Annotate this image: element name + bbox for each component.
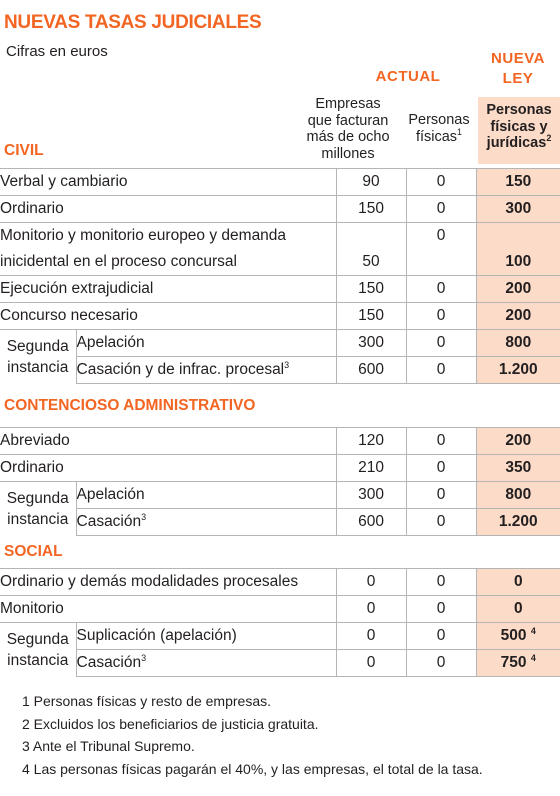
row-label: Concurso necesario [0,303,336,330]
row-label: Monitorio [0,596,336,623]
cell-personas: 0 [406,303,476,330]
cell-personas: 0 [406,482,476,509]
footnote-ref: 1 [457,126,463,137]
page-title: NUEVAS TASAS JUDICIALES [4,12,262,33]
row-label: Suplicación (apelación) [76,623,336,650]
cell-nueva: 200 [476,428,560,455]
cell-empresas: 600 [336,509,406,536]
subheader-empresas-line: millones [321,145,375,162]
footnote: 3 Ante el Tribunal Supremo. [22,738,195,754]
table-row [0,357,560,384]
cell-nueva: 1.200 [476,357,560,384]
table-row [0,303,560,330]
cell-nueva: 150 [476,169,560,196]
footnote: 2 Excluidos los beneficiarios de justicia gratuita. [22,715,319,732]
table-row [0,428,560,455]
cell-empresas: 150 [336,196,406,223]
cell-empresas: 300 [336,330,406,357]
header-nueva-line2: LEY [502,70,534,87]
table-row [0,330,560,357]
cell-empresas: 210 [336,455,406,482]
segunda-instancia-label: Segunda instancia [0,330,76,384]
cell-nueva: 350 [476,455,560,482]
cell-empresas: 90 [336,169,406,196]
row-label: Ordinario [0,455,336,482]
cell-personas: 0 [406,623,476,650]
cell-empresas: 150 [336,276,406,303]
table-row [0,223,560,250]
subheader-empresas-line: Empresas [315,96,381,112]
table-row [0,596,560,623]
footnote-ref: 2 [546,133,552,143]
cell-personas [406,249,476,276]
row-label: Casación$^3$ [76,509,336,536]
cell-empresas: 50 [336,249,406,276]
cell-nueva: 100 [476,249,560,276]
cell-personas: 0 [406,276,476,303]
table-row [0,482,560,509]
section-contencioso: CONTENCIOSO ADMINISTRATIVO [4,397,256,414]
cell-nueva: 800 [476,330,560,357]
row-label: Apelación [76,330,336,357]
cell-personas: 0 [406,455,476,482]
cell-empresas: 600 [336,357,406,384]
cell-personas: 0 [406,169,476,196]
row-label: Casación$^3$ [76,650,336,677]
row-label: Monitorio y monitorio europeo y demanda [0,223,336,250]
subheader-nueva [478,97,560,164]
cell-personas: 0 [406,569,476,596]
cell-nueva: 300 [476,196,560,223]
row-label: Ordinario [0,196,336,223]
cell-personas: 0 [406,428,476,455]
subheader-empresas [296,96,400,162]
subheader-personas-line: Personas [408,112,470,128]
row-label: Ejecución extrajudicial [0,276,336,303]
cell-nueva [476,223,560,250]
cell-personas: 0 [406,330,476,357]
cell-nueva: 500 $^4$ [476,623,560,650]
cell-empresas: 0 [336,623,406,650]
section-social: SOCIAL [4,543,63,560]
cell-empresas: 150 [336,303,406,330]
row-label: Ordinario y demás modalidades procesales [0,569,336,596]
table-row [0,276,560,303]
cell-nueva: 800 [476,482,560,509]
table-row [0,650,560,677]
segunda-instancia-label: Segunda instancia [0,482,76,536]
footnote: 1 Personas físicas y resto de empresas. [22,693,271,709]
cell-nueva: 200 [476,276,560,303]
header-nueva-line1: NUEVA [491,50,545,67]
header-actual: ACTUAL [375,68,441,85]
subheader-empresas-line: más de ocho [306,129,390,145]
cell-empresas: 120 [336,428,406,455]
cell-empresas: 300 [336,482,406,509]
cell-personas: 0 [406,650,476,677]
subheader-personas [402,112,476,145]
cell-nueva: 0 [476,596,560,623]
cell-empresas [336,223,406,250]
section-civil: CIVIL [4,142,44,159]
cell-nueva: 1.200 [476,509,560,536]
table-row [0,196,560,223]
table-row [0,623,560,650]
subtitle: Cifras en euros [6,43,108,60]
cell-personas: 0 [406,223,476,250]
table-row [0,249,560,276]
row-label: Abreviado [0,428,336,455]
row-label: Apelación [76,482,336,509]
cell-personas: 0 [406,357,476,384]
cell-nueva: 750 $^4$ [476,650,560,677]
table-row [0,569,560,596]
cell-personas: 0 [406,596,476,623]
table-social [0,568,560,677]
cell-personas: 0 [406,509,476,536]
subheader-nueva-line: jurídicas [486,135,547,151]
table-row [0,169,560,196]
cell-empresas: 0 [336,569,406,596]
table-contencioso [0,427,560,536]
footnote: 4 Las personas físicas pagarán el 40%, y las empresas, el total de la tasa. [22,760,483,777]
cell-nueva: 200 [476,303,560,330]
table-row [0,509,560,536]
subheader-nueva-line: físicas y [490,118,548,135]
row-label: inicidental en el proceso concursal [0,253,237,270]
row-label: Verbal y cambiario [0,169,336,196]
cell-nueva: 0 [476,569,560,596]
cell-empresas: 0 [336,596,406,623]
subheader-personas-line: físicas [415,128,458,145]
cell-empresas: 0 [336,650,406,677]
table-row [0,455,560,482]
subheader-empresas-line: que facturan [307,112,389,129]
footnotes [22,690,483,780]
cell-personas: 0 [406,196,476,223]
subheader-nueva-line: Personas [486,102,552,118]
table-civil [0,168,560,384]
row-label: Casación y de infrac. procesal$^3$ [76,357,336,384]
header-nueva-ley [476,49,560,89]
segunda-instancia-label: Segunda instancia [0,623,76,677]
